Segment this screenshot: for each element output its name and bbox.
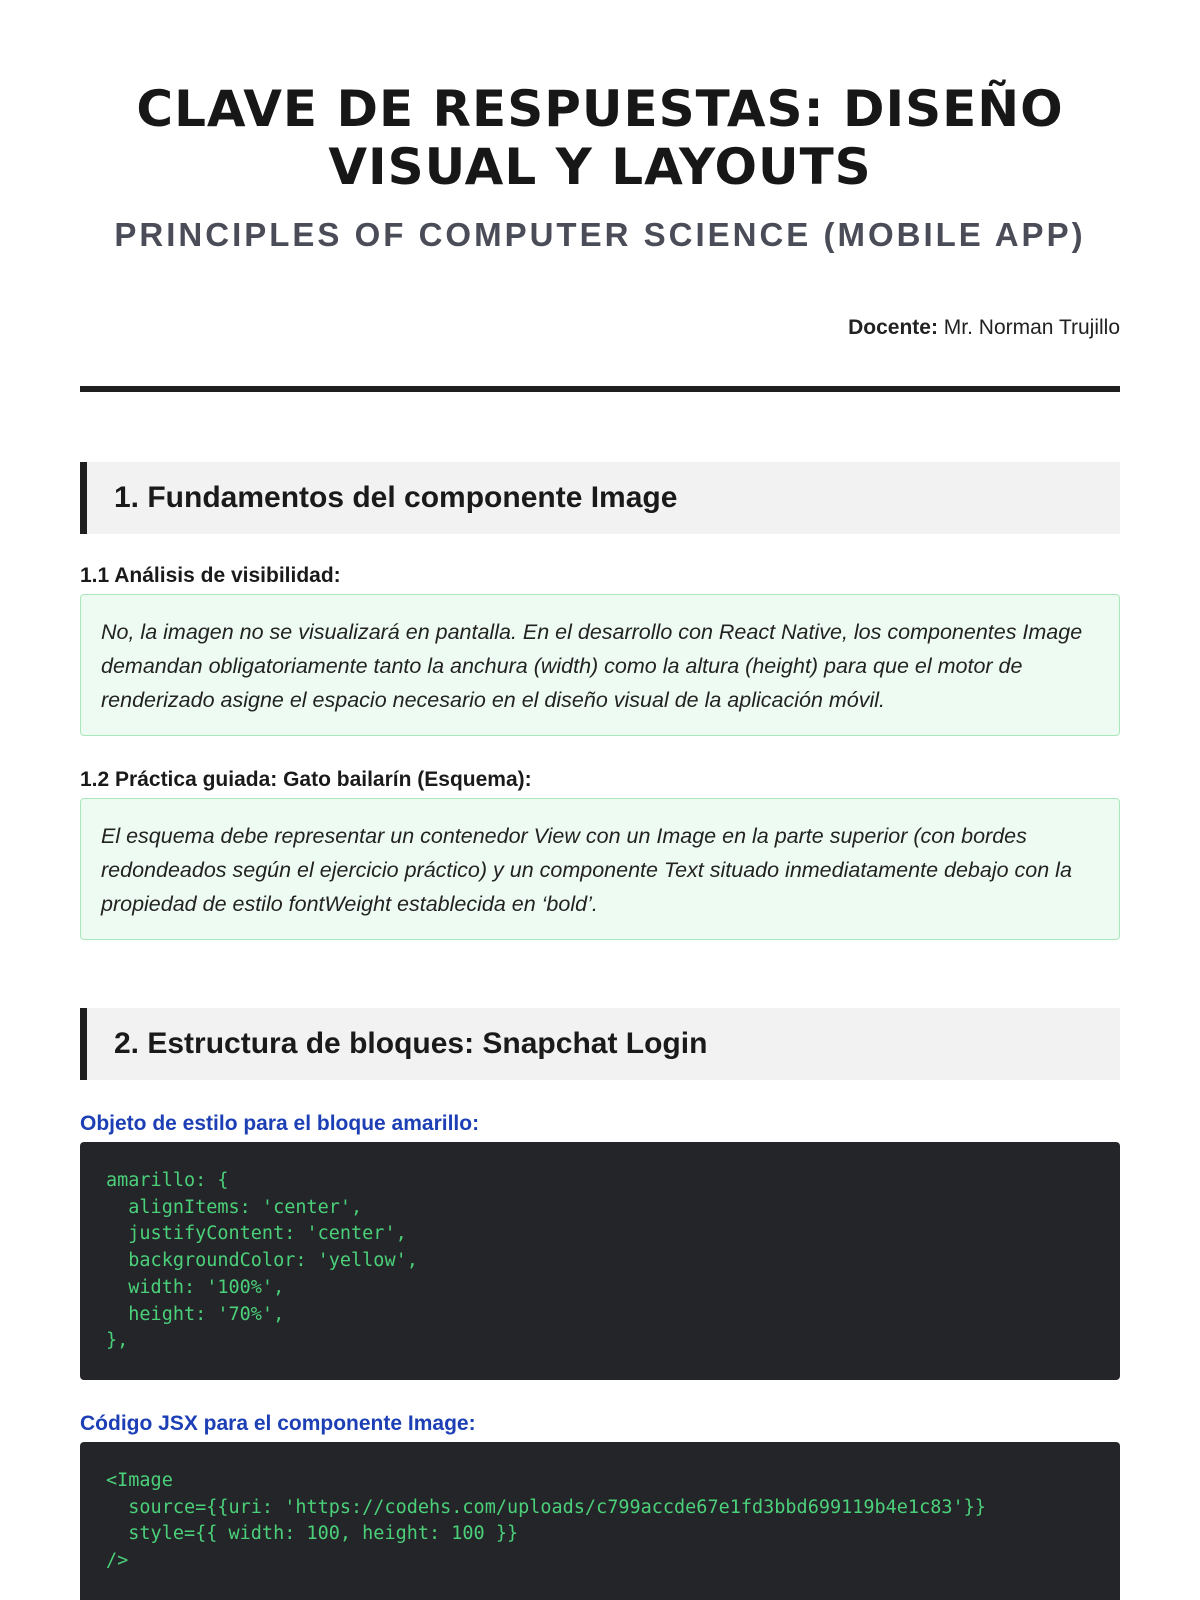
question-1-1-label: 1.1 Análisis de visibilidad:	[80, 564, 341, 587]
question-1-2-label: 1.2 Práctica guiada: Gato bailarín (Esquema):	[80, 768, 532, 791]
teacher-name: Mr. Norman Trujillo	[943, 316, 1120, 339]
style-code-label: Objeto de estilo para el bloque amarillo:	[80, 1112, 480, 1135]
jsx-code-block: <Image source={{uri: 'https://codehs.com/uploads/c799accde67e1fd3bbd699119b4e1c83'}} style={{ width: 100, height: 100 }} />	[80, 1442, 1120, 1600]
header-divider	[80, 386, 1120, 392]
jsx-code-label: Código JSX para el componente Image:	[80, 1412, 476, 1435]
page-title: CLAVE DE RESPUESTAS: DISEÑO VISUAL Y LAYOUTS	[136, 80, 1064, 196]
page-subtitle: PRINCIPLES OF COMPUTER SCIENCE (MOBILE APP)	[114, 216, 1086, 253]
section-1-heading: 1. Fundamentos del componente Image	[80, 462, 1120, 534]
question-1-1-answer: No, la imagen no se visualizará en pantalla. En el desarrollo con React Native, los componentes Image demandan obligatoriamente tanto la anchura (width) como la altura (height) para que el motor de renderizado asigne el espacio necesario en el diseño visual de la aplicación móvil.	[80, 594, 1120, 736]
question-1-2-answer: El esquema debe representar un contenedor View con un Image en la parte superior (con bordes redondeados según el ejercicio práctico) y un componente Text situado inmediatamente debajo con la propiedad de estilo fontWeight establecida en ‘bold’.	[80, 798, 1120, 940]
teacher-line	[848, 316, 1120, 340]
teacher-label: Docente:	[848, 316, 938, 339]
style-code-block: amarillo: { alignItems: 'center', justifyContent: 'center', backgroundColor: 'yellow', width: '100%', height: '70%', },	[80, 1142, 1120, 1380]
section-2-heading: 2. Estructura de bloques: Snapchat Login	[80, 1008, 1120, 1080]
